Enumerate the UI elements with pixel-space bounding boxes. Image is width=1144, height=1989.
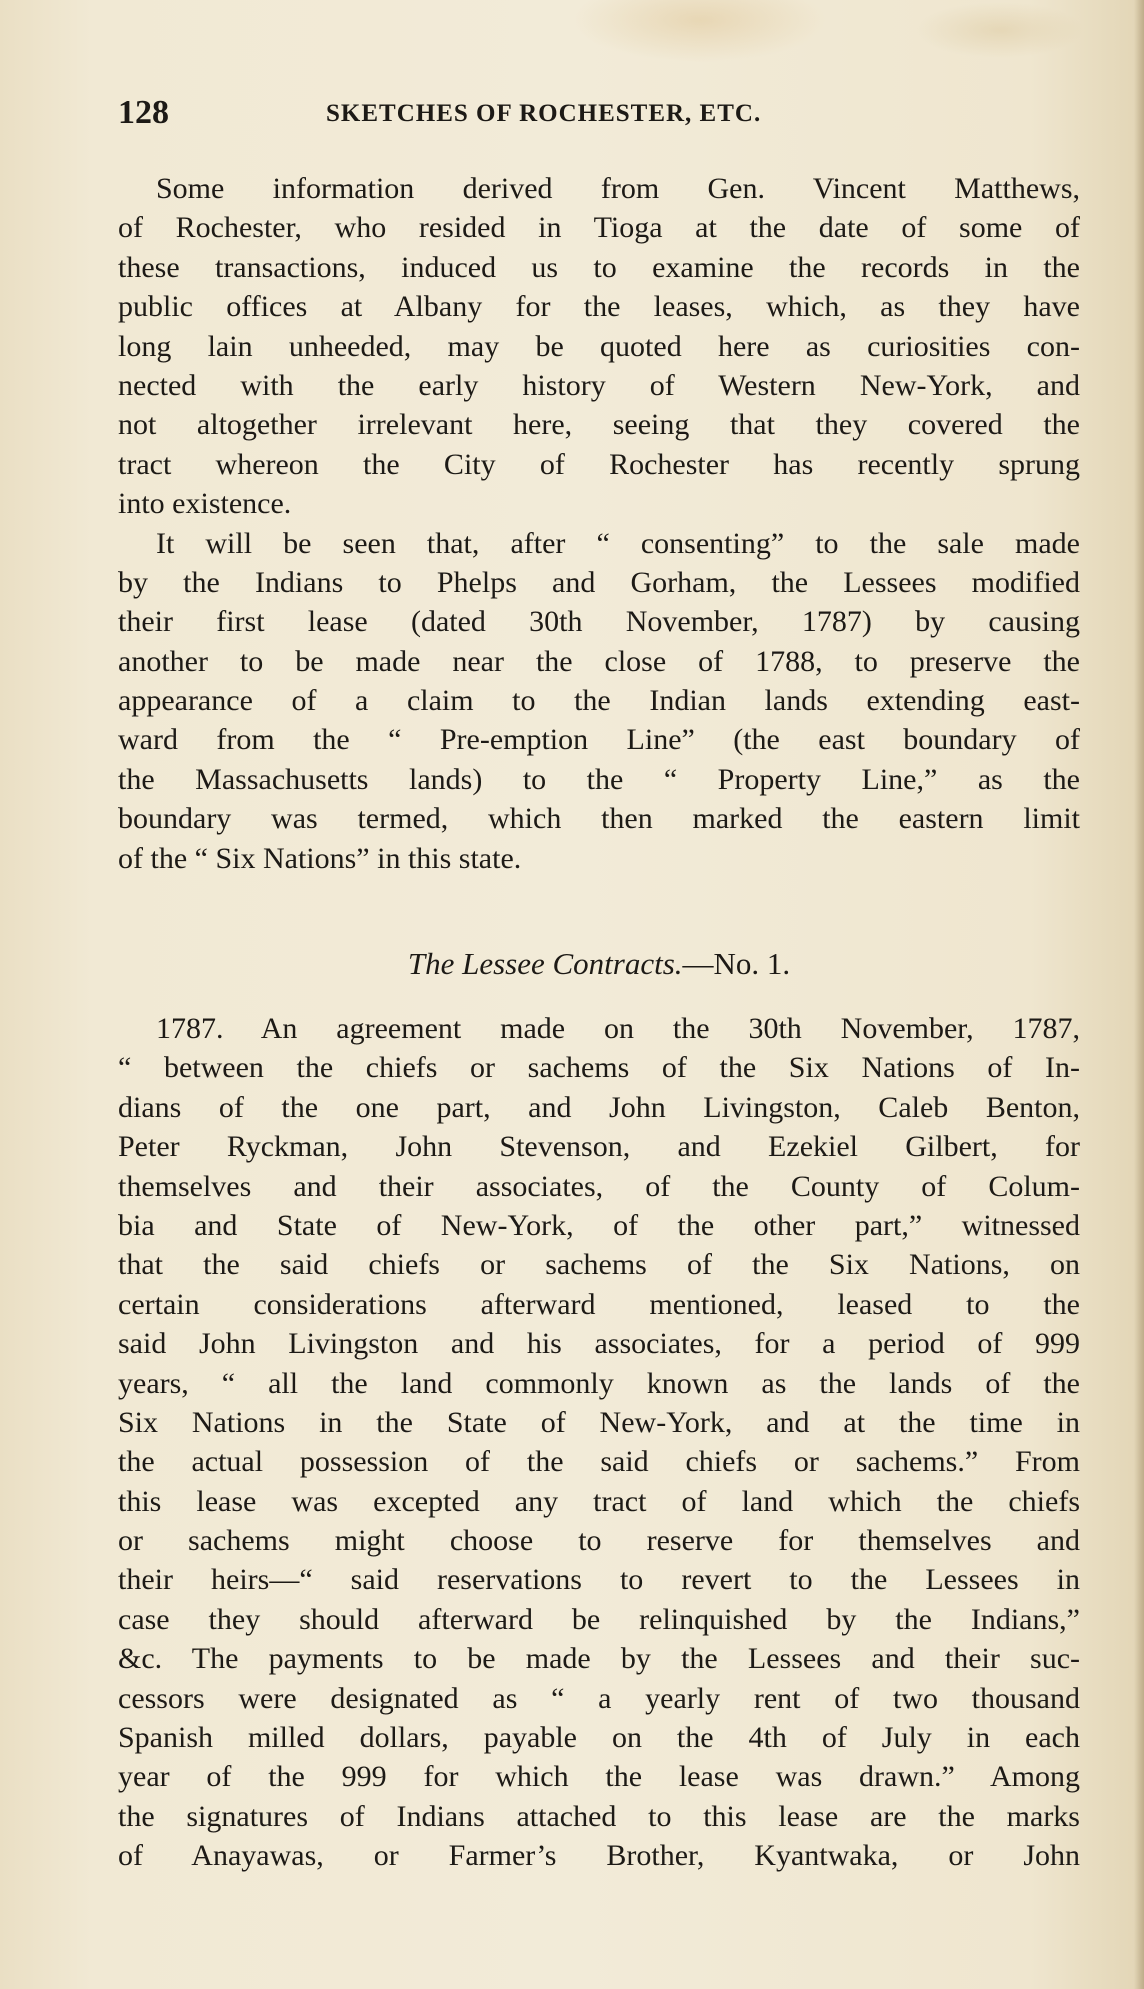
text-line: bia and State of New-York, of the other part,” witnessed [118,1208,1080,1242]
text-line: Some information derived from Gen. Vincent Matthews, [156,172,1080,205]
text-line: nected with the early history of Western New-York, and [118,368,1080,402]
text-line: boundary was termed, which then marked the eastern limit [118,802,1080,836]
section-heading-title: The Lessee Contracts. [407,946,683,981]
text-line: Spanish milled dollars, payable on the 4th of July in each [118,1721,1080,1755]
text-line: of Anayawas, or Farmer’s Brother, Kyantwaka, or John [118,1839,1080,1873]
text-line: the actual possession of the said chiefs or sachems.” From [118,1445,1080,1479]
running-title: SKETCHES OF ROCHESTER, ETC. [326,100,762,127]
section-heading [118,944,1080,984]
text-line: their heirs—“ said reservations to revert to the Lessees in [118,1563,1080,1597]
text-line: said John Livingston and his associates, for a period of 999 [118,1327,1080,1361]
text-line: certain considerations afterward mentioned, leased to the [118,1287,1080,1321]
text-line: another to be made near the close of 1788, to preserve the [118,644,1080,678]
text-line: of the “ Six Nations” in this state. [118,841,522,875]
text-line: by the Indians to Phelps and Gorham, the Lessees modified [118,565,1080,599]
text-line: “ between the chiefs or sachems of the Six Nations of In- [118,1051,1080,1085]
text-line: dians of the one part, and John Livingston, Caleb Benton, [118,1090,1080,1124]
text-line: these transactions, induced us to examine the records in the [118,250,1080,284]
text-line: into existence. [118,487,292,521]
page-number: 128 [118,94,169,131]
text-line: year of the 999 for which the lease was drawn.” Among [118,1760,1080,1794]
contract-text-block [118,1009,1080,1876]
page-edge-shadow [1134,0,1144,1989]
text-line: years, “ all the land commonly known as the lands of the [118,1366,1080,1400]
text-line: cessors were designated as “ a yearly rent of two thousand [118,1681,1080,1715]
text-line: case they should afterward be relinquished by the Indians,” [118,1602,1080,1636]
text-line: Peter Ryckman, John Stevenson, and Ezekiel Gilbert, for [118,1130,1080,1164]
text-line: the signatures of Indians attached to this lease are the marks [118,1799,1080,1833]
text-line: 1787. An agreement made on the 30th November, 1787, [156,1012,1080,1045]
text-line: tract whereon the City of Rochester has recently sprung [118,447,1080,481]
text-line: Six Nations in the State of New-York, and at the time in [118,1405,1080,1439]
text-line: that the said chiefs or sachems of the Six Nations, on [118,1248,1080,1282]
text-line: their first lease (dated 30th November, 1787) by causing [118,605,1080,639]
intro-text-block [118,169,1080,878]
text-line: or sachems might choose to reserve for themselves and [118,1524,1080,1558]
text-line: ward from the “ Pre-emption Line” (the east boundary of [118,723,1080,757]
running-head [118,92,898,134]
text-line: long lain unheeded, may be quoted here as curiosities con- [118,329,1080,363]
text-line: not altogether irrelevant here, seeing that they covered the [118,408,1080,442]
text-line: appearance of a claim to the Indian lands extending east- [118,684,1080,718]
text-line: themselves and their associates, of the County of Colum- [118,1169,1080,1203]
text-line: this lease was excepted any tract of land which the chiefs [118,1484,1080,1518]
text-line: the Massachusetts lands) to the “ Property Line,” as the [118,762,1080,796]
text-line: of Rochester, who resided in Tioga at the date of some of [118,211,1080,245]
text-line: It will be seen that, after “ consenting” to the sale made [156,526,1080,560]
text-line: &c. The payments to be made by the Lessees and their suc- [118,1642,1080,1676]
section-heading-number: —No. 1. [682,946,791,981]
text-line: public offices at Albany for the leases, which, as they have [118,290,1080,324]
